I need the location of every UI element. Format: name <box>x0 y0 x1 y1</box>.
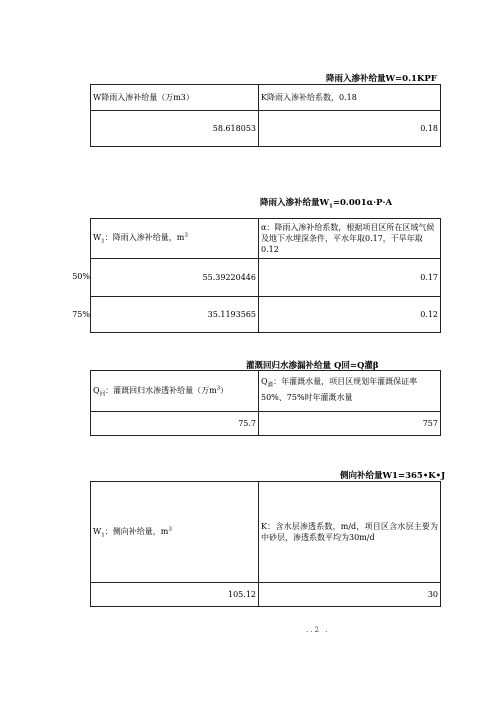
section4-value-right: 30 <box>258 582 441 607</box>
section4-header-left: $W_1$：侧向补给量，$m^3$ <box>90 481 259 583</box>
page-footer: ..2 . <box>306 626 330 634</box>
section1-header-left: W降雨入渗补给量（万m3） <box>90 84 259 111</box>
section2-row-left: 55.39220446 <box>90 258 259 297</box>
section4-header-right: K：含水层渗透系数，m/d，项目区含水层主要为中砂层，渗透系数平均为30m/d <box>258 481 441 583</box>
section3-heading: 灌溉回归水渗漏补给量 Q回=Q灌β <box>246 361 379 371</box>
section2-row-right: 0.12 <box>258 296 441 333</box>
section4-heading: 侧向补给量W1=365•K•J <box>340 471 446 481</box>
section2-row-right: 0.17 <box>258 258 441 297</box>
section2-header-left: $W_1$：降雨入渗补给量，$m^3$ <box>90 218 259 259</box>
section3-value-left: 75.7 <box>90 411 259 436</box>
section3-header-right: $Q_灌$：年灌溉水量，项目区规划年灌溉保证率50%、75%时年灌溉水量 <box>258 370 441 412</box>
section3-value-right: 757 <box>258 411 441 436</box>
section1-heading: 降雨入渗补给量W=0.1KPF <box>326 74 437 84</box>
section3-header-left: $Q_回$：灌溉回归水渗透补给量（万$m^3$） <box>90 370 259 412</box>
section2-row-label: 50% <box>72 271 90 281</box>
section1-value-left: 58.618053 <box>90 110 259 147</box>
section2-row-left: 35.1193565 <box>90 296 259 333</box>
section2-heading: 降雨入渗补给量$W_1=0.001\alpha\cdot P\cdot A$ <box>260 198 393 210</box>
section2-header-right: α：降雨入渗补给系数，根据项目区所在区域气候及地下水埋深条件，平水年取0.17，干旱年取0.12 <box>258 218 441 259</box>
section1-header-right: K降雨入渗补给系数，0.18 <box>258 84 441 111</box>
section2-row-label: 75% <box>72 309 90 319</box>
section1-value-right: 0.18 <box>258 110 441 147</box>
section4-value-left: 105.12 <box>90 582 259 607</box>
